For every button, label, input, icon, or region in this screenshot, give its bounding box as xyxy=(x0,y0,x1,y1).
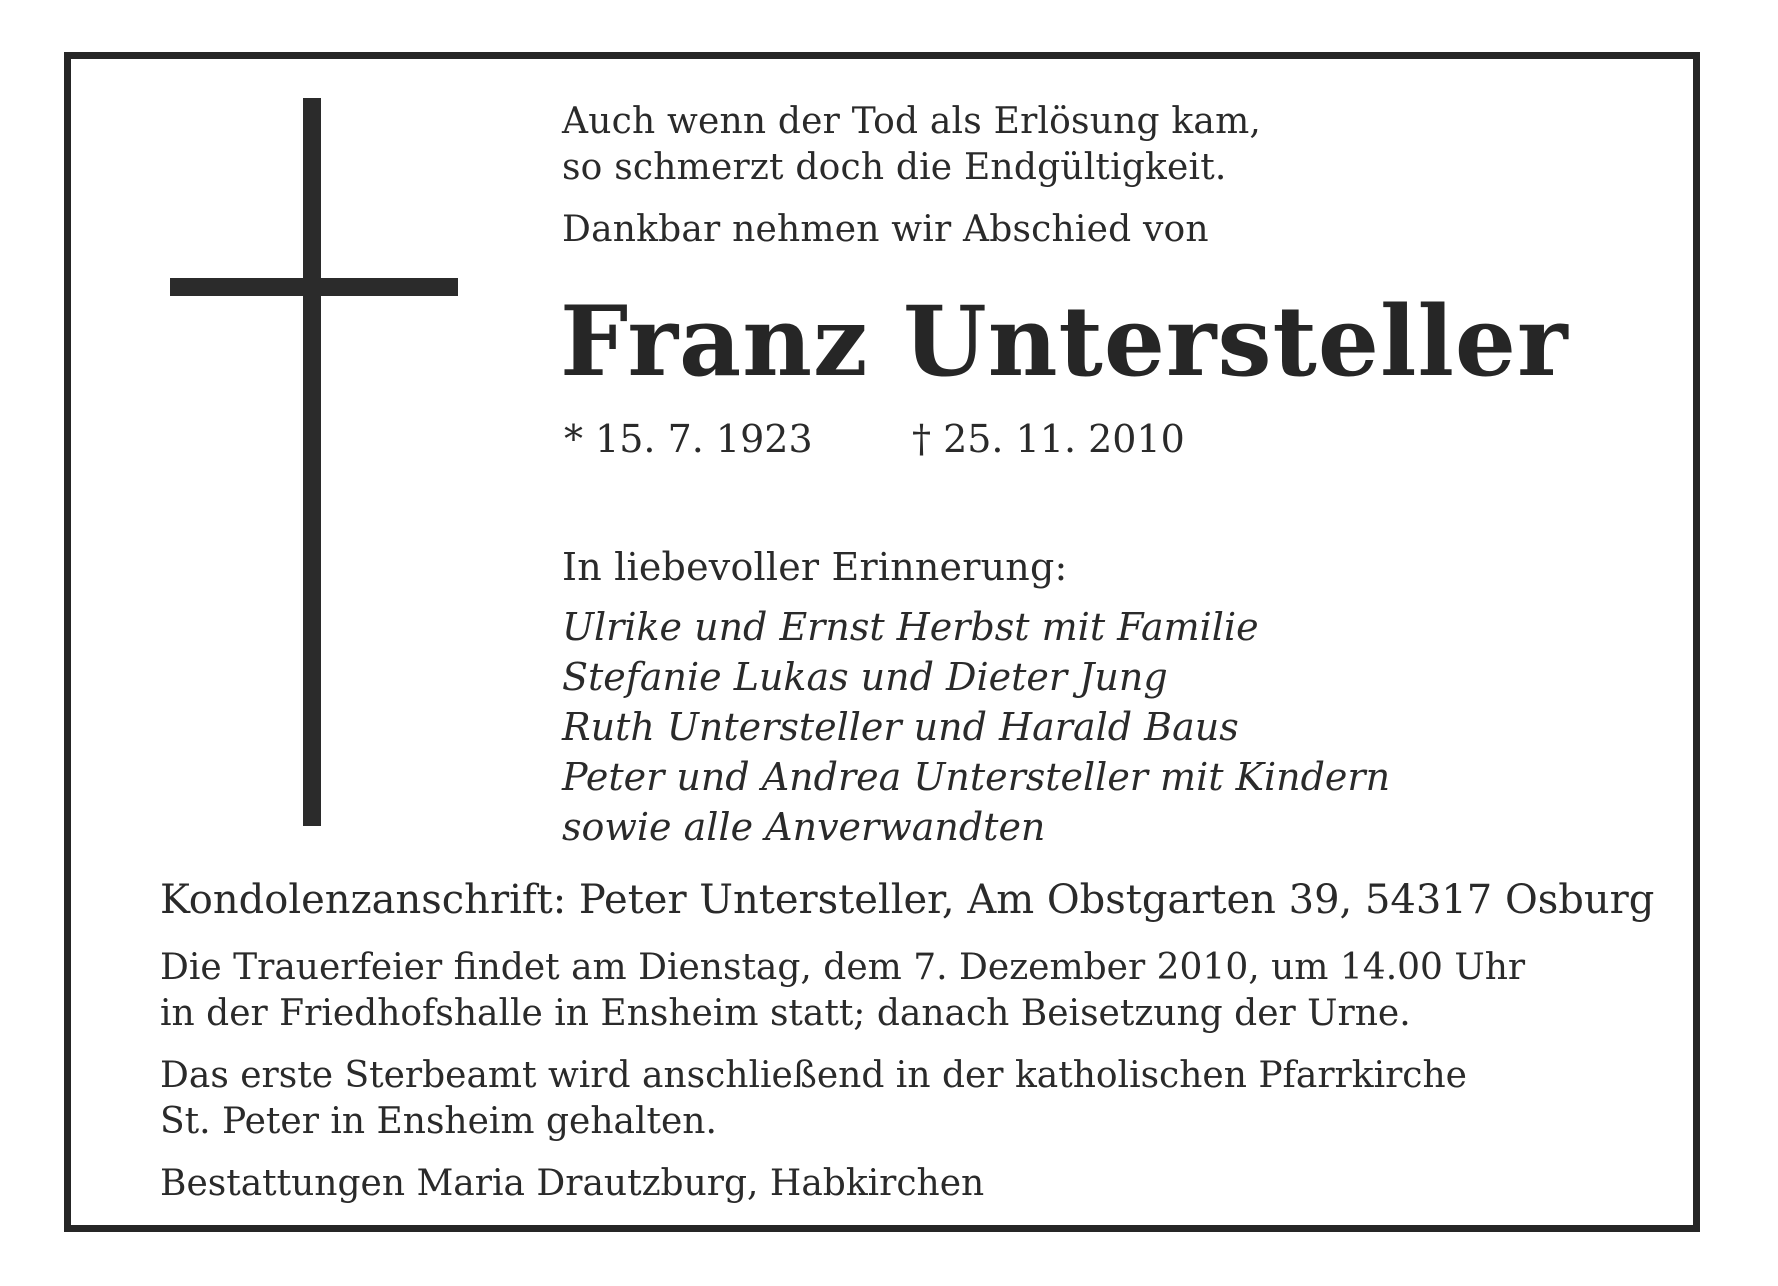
farewell-text: Dankbar nehmen wir Abschied von xyxy=(562,209,1209,250)
requiem-info-line: St. Peter in Ensheim gehalten. xyxy=(160,1101,717,1142)
undertaker-info: Bestattungen Maria Drautzburg, Habkirchen xyxy=(160,1163,985,1204)
motto-line: so schmerzt doch die Endgültigkeit. xyxy=(562,147,1227,188)
mourner-line: sowie alle Anverwandten xyxy=(562,805,1046,849)
motto-line: Auch wenn der Tod als Erlösung kam, xyxy=(562,101,1262,142)
cross-icon-horizontal-bar xyxy=(170,278,458,296)
funeral-info-line: Die Trauerfeier findet am Dienstag, dem 7. Dezember 2010, um 14.00 Uhr xyxy=(160,947,1526,988)
death-date: † 25. 11. 2010 xyxy=(912,417,1185,461)
mourner-line: Stefanie Lukas und Dieter Jung xyxy=(562,655,1168,699)
cross-icon-vertical-bar xyxy=(303,98,321,826)
condolence-address: Kondolenzanschrift: Peter Untersteller, Am Obstgarten 39, 54317 Osburg xyxy=(160,877,1655,923)
birth-date: * 15. 7. 1923 xyxy=(564,417,813,461)
mourner-line: Peter und Andrea Untersteller mit Kindern xyxy=(562,755,1391,799)
requiem-info-line: Das erste Sterbeamt wird anschließend in der katholischen Pfarrkirche xyxy=(160,1055,1467,1096)
remembrance-heading: In liebevoller Erinnerung: xyxy=(562,545,1068,589)
deceased-name: Franz Untersteller xyxy=(560,285,1569,398)
mourner-line: Ruth Untersteller und Harald Baus xyxy=(562,705,1239,749)
funeral-info-line: in der Friedhofshalle in Ensheim statt; danach Beisetzung der Urne. xyxy=(160,993,1411,1034)
mourner-line: Ulrike und Ernst Herbst mit Familie xyxy=(562,605,1259,649)
